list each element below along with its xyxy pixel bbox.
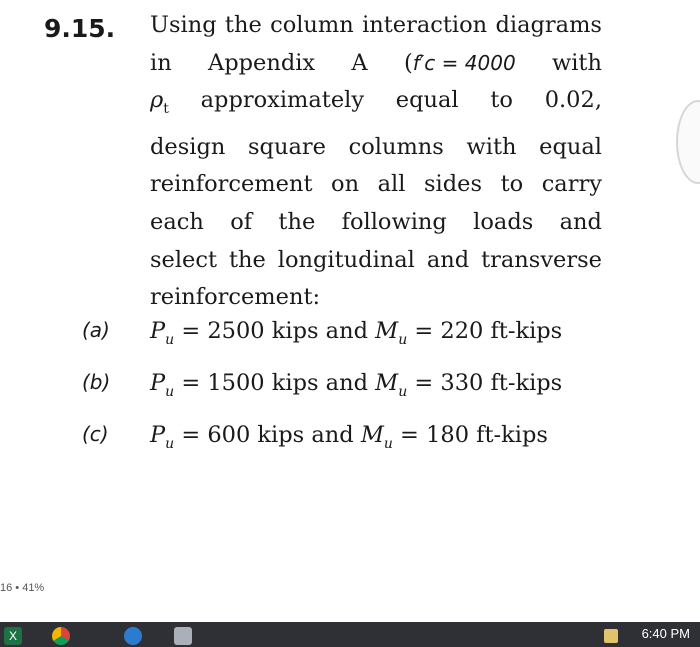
device-edge-decoration	[676, 100, 700, 184]
word: the	[228, 246, 266, 273]
word: diagrams	[495, 12, 602, 38]
word: Using	[150, 12, 217, 38]
camera-icon[interactable]	[174, 627, 192, 645]
word: select	[150, 246, 218, 273]
word: column	[270, 12, 354, 38]
part-label: (b)	[82, 370, 111, 394]
statement-line	[150, 166, 602, 204]
word: design	[150, 133, 226, 160]
chrome-icon[interactable]	[52, 627, 70, 645]
problem-statement	[150, 7, 602, 317]
word: interaction	[362, 12, 488, 38]
statement-line	[150, 129, 602, 167]
word: sides	[424, 171, 483, 198]
word: and	[559, 208, 602, 235]
word: 0.02,	[544, 87, 602, 114]
word: the	[224, 12, 262, 38]
taskbar-clock[interactable]: 6:40 PM	[641, 626, 690, 641]
word: equal	[539, 133, 602, 160]
word: A	[351, 49, 368, 76]
statement-line	[150, 204, 602, 242]
statement-line	[150, 45, 602, 83]
browser-icon[interactable]	[124, 627, 142, 645]
word: the	[278, 208, 316, 235]
fc-expression: (f′c = 4000	[403, 49, 516, 76]
word: approximately	[200, 87, 365, 114]
word: reinforcement	[150, 171, 313, 198]
word: columns	[348, 133, 444, 160]
word: carry	[541, 171, 602, 198]
word: reinforcement:	[150, 284, 321, 311]
part-label: (c)	[82, 422, 109, 446]
fc-value: f′c = 4000	[412, 50, 516, 75]
rho-t-symbol: $\rho_t$	[150, 87, 169, 118]
tray-icon[interactable]	[604, 629, 618, 643]
word: to	[500, 171, 524, 198]
statement-line	[150, 242, 602, 280]
word: on	[331, 171, 360, 198]
word: transverse	[481, 246, 602, 273]
word: of	[230, 208, 253, 235]
word: equal	[395, 87, 459, 114]
excel-icon[interactable]: X	[4, 627, 22, 645]
word: loads	[473, 208, 534, 235]
word: and	[426, 246, 470, 273]
word: with	[466, 133, 517, 160]
part-expression: $P_u = 1500$ kips and $M_u = 330$ ft-kips	[150, 370, 563, 400]
problem-number: 9.15.	[44, 14, 116, 43]
word: Appendix	[207, 49, 316, 76]
statement-line	[150, 7, 602, 45]
word: in	[150, 49, 172, 76]
word: square	[248, 133, 326, 160]
word: all	[377, 171, 406, 198]
statement-line	[150, 82, 602, 129]
word: following	[341, 208, 447, 235]
part-label: (a)	[82, 318, 110, 342]
word: with	[551, 49, 602, 76]
statement-line	[150, 279, 602, 317]
word: to	[490, 87, 513, 114]
part-expression: $P_u = 600$ kips and $M_u = 180$ ft-kips	[150, 422, 548, 452]
part-expression: $P_u = 2500$ kips and $M_u = 220$ ft-kips	[150, 318, 563, 348]
page-status-overlay: 16 • 41%	[0, 582, 45, 594]
word: each	[150, 208, 204, 235]
word: longitudinal	[277, 246, 415, 273]
taskbar	[0, 622, 700, 647]
